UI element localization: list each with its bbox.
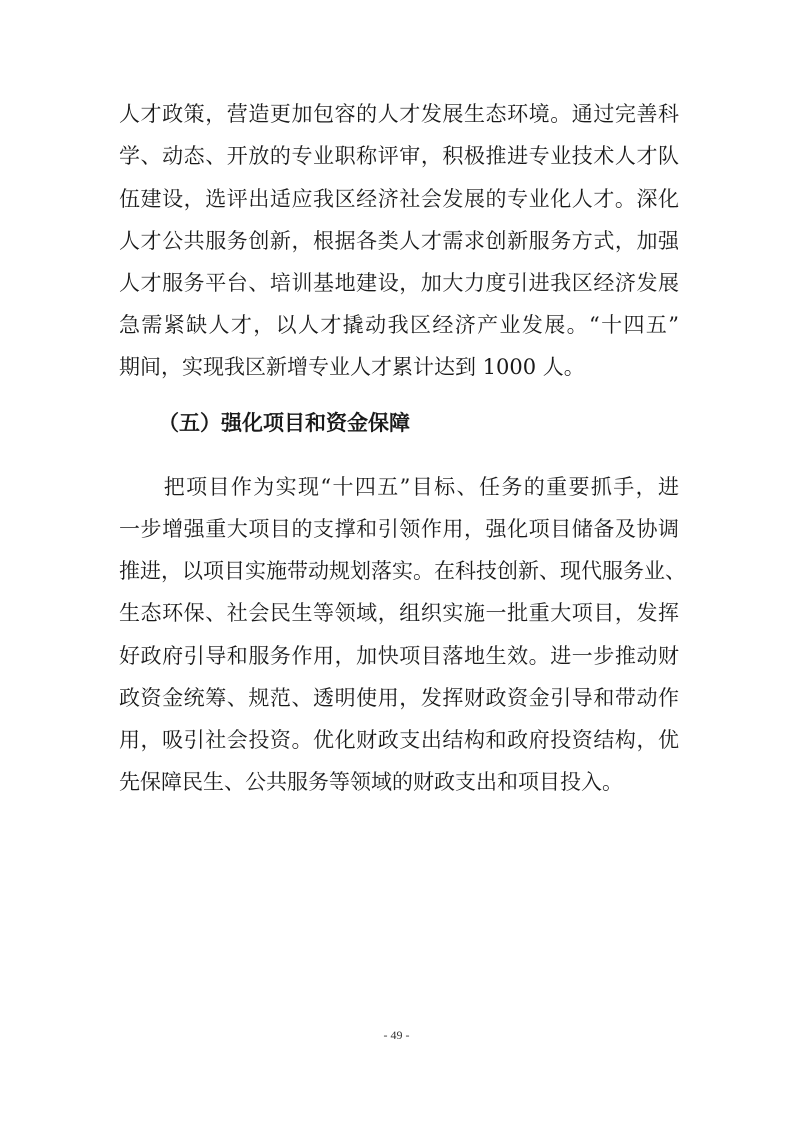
text-line: 人才服务平台、培训基地建设，加大力度引进我区经济发展	[119, 271, 679, 295]
text-line: 好政府引导和服务作用，加快项目落地生效。进一步推动财	[119, 644, 679, 668]
text-line: 推进，以项目实施带动规划落实。在科技创新、现代服务业、	[119, 559, 686, 583]
text-line: 急需紧缺人才，以人才撬动我区经济产业发展。“十四五”	[119, 313, 679, 337]
text-line: 一步增强重大项目的支撑和引领作用，强化项目储备及协调	[119, 517, 679, 541]
text-line: 用，吸引社会投资。优化财政支出结构和政府投资结构，优	[119, 728, 679, 752]
text-line: 政资金统筹、规范、透明使用，发挥财政资金引导和带动作	[119, 686, 679, 710]
text-line: 生态环保、社会民生等领域，组织实施一批重大项目，发挥	[119, 601, 679, 625]
text-line: 人才政策，营造更加包容的人才发展生态环境。通过完善科	[119, 102, 679, 126]
text-line: 学、动态、开放的专业职称评审，积极推进专业技术人才队	[119, 144, 679, 168]
text-line: 把项目作为实现“十四五”目标、任务的重要抓手，进	[119, 475, 679, 499]
text-line: 期间，实现我区新增专业人才累计达到 1000 人。	[119, 355, 585, 379]
text-line: 伍建设，选评出适应我区经济社会发展的专业化人才。深化	[119, 187, 679, 211]
section-heading: （五）强化项目和资金保障	[158, 411, 410, 435]
page-number: - 49 -	[383, 1028, 410, 1042]
text-line: 人才公共服务创新，根据各类人才需求创新服务方式，加强	[119, 229, 679, 253]
text-line: 先保障民生、公共服务等领域的财政支出和项目投入。	[119, 770, 623, 794]
